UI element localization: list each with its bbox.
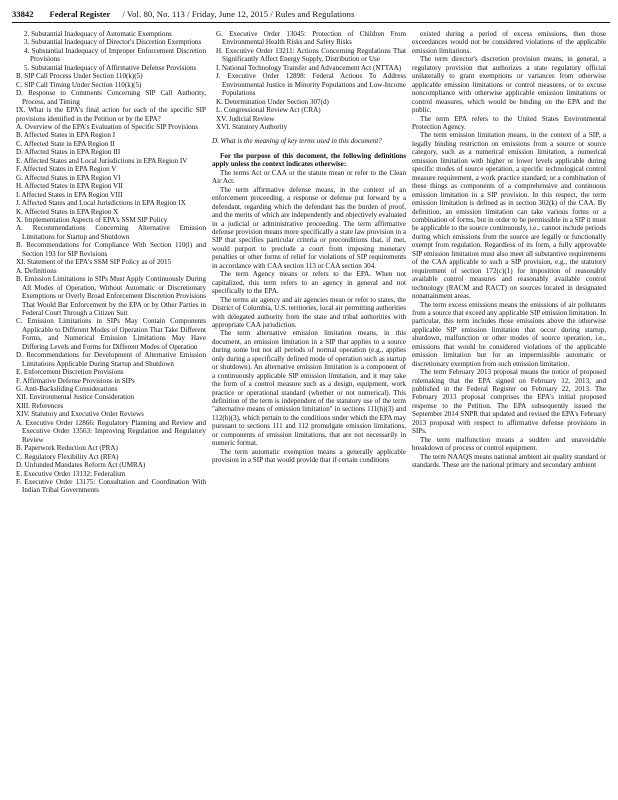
toc-entry: K. Determination Under Section 307(d) [216, 97, 329, 106]
definitions-lead: For the purpose of this document, the following definitions apply unless the context indicates otherwise: [212, 151, 406, 169]
column-3 [412, 30, 606, 796]
toc-entry: C. SIP Call Timing Under Section 110(k)(5) [16, 80, 142, 89]
toc-entry: 2. Substantial Inadequacy of Automatic Exemptions [24, 30, 172, 38]
page-header [12, 6, 610, 23]
toc-entry: E. Affected States and Local Jurisdictions in EPA Region IV [16, 156, 188, 165]
toc-entry: G. Anti-Backsliding Considerations [16, 385, 118, 394]
toc-entry: F. Affirmative Defense Provisions in SIPs [16, 376, 135, 385]
toc-entry: C. Regulatory Flexibility Act (RFA) [16, 452, 119, 461]
definitions-part-1 [212, 169, 406, 465]
definition-paragraph: The terms air agency and air agencies mean or refer to states, the District of Columbia, U.S. territories, local air permitting authorities with delegated authority from the state and tribal authorities with appropriate CAA jurisdiction. [212, 295, 406, 329]
toc-entry: XIV. Statutory and Executive Order Reviews [16, 410, 144, 419]
definition-paragraph: The term director's discretion provision means, in general, a regulatory provision that authorizes a state regulatory official unilaterally to grant exemptions or variances from otherwise applicable emission limitations or control measures, or to excuse noncompliance with otherwise applicable emission limitations or control measures, which would be binding on the EPA and the public. [412, 55, 606, 115]
issue-meta: / Vol. 80, No. 113 / Friday, June 12, 2015 / Rules and Regulations [122, 9, 355, 19]
toc-entry: E. Executive Order 13132: Federalism [16, 469, 126, 478]
toc-entry: B. SIP Call Process Under Section 110(k)(5) [16, 72, 143, 81]
page-body [12, 30, 610, 796]
toc-entry: B. Recommendations for Compliance With Section 110(l) and Section 193 for SIP Revisions [16, 241, 206, 258]
definition-paragraph: The term Agency means or refers to the EPA. When not capitalized, this term refers to an agency in general and not specifically to the EPA. [212, 270, 406, 296]
column-1-toc [12, 30, 206, 796]
toc-entry: F. Affected States in EPA Region V [16, 165, 117, 174]
toc-entry: J. Executive Order 12898: Federal Actions To Address Environmental Justice in Minority Populations and Low-Income Populations [216, 72, 406, 98]
toc-entry: J. Affected States and Local Jurisdictions in EPA Region IX [16, 199, 186, 208]
toc-entry: B. Emission Limitations in SIPs Must Apply Continuously During All Modes of Operation, Without Automatic or Discretionary Exemptions or Overly Broad Enforcement Discretion Provisions That Would Bar Enforcement by the EPA or by Other Parties in Federal Court Through a Citizen Suit [16, 275, 206, 317]
toc-entry: G. Executive Order 13045: Protection of Children From Environmental Health Risks and Safety Risks [216, 30, 406, 47]
toc-entry: XV. Judicial Review [216, 114, 275, 123]
toc-entry: H. Executive Order 13211: Actions Concerning Regulations That Significantly Affect Energy Supply, Distribution or Use [216, 46, 406, 64]
toc-entry: E. Enforcement Discretion Provisions [16, 368, 124, 377]
toc-entry: A. Definitions [16, 266, 57, 275]
toc-entry: XII. Environmental Justice Consideration [16, 393, 135, 402]
section-heading: D. What is the meaning of key terms used in this document? [212, 137, 382, 146]
publication-title: Federal Register [49, 9, 111, 19]
toc-entry: 4. Substantial Inadequacy of Improper Enforcement Discretion Provisions [24, 46, 206, 64]
toc-entry: I. Affected States in EPA Region VIII [16, 190, 123, 199]
page-number: 33842 [12, 9, 34, 19]
toc-entry: 5. Substantial Inadequacy of Affirmative Defense Provisions [24, 63, 197, 72]
toc-entry: C. Emission Limitations in SIPs May Contain Components Applicable to Different Modes of Operation That Take Different Forms, and Numerical Emission Limitations May Have Differing Levels and Forms for Different Modes of Operation [16, 317, 206, 351]
toc-entry: D. Recommendations for Development of Alternative Emission Limitations Applicable During Startup and Shutdown [16, 351, 206, 368]
toc-entry: B. Paperwork Reduction Act (PRA) [16, 444, 118, 453]
toc-entry: D. Unfunded Mandates Reform Act (UMRA) [16, 461, 146, 470]
toc-entry: D. Response to Comments Concerning SIP Call Authority, Process, and Timing [16, 89, 206, 106]
definition-paragraph: existed during a period of excess emissions, then those exceedances would not be considered violations of the applicable emission limitations. [412, 30, 606, 55]
column-2-toc [212, 30, 406, 131]
definition-paragraph: The term EPA refers to the United States Environmental Protection Agency. [412, 114, 606, 131]
definition-paragraph: The term malfunction means a sudden and unavoidable breakdown of process or control equipment. [412, 435, 606, 453]
toc-entry: D. Affected States in EPA Region III [16, 148, 121, 157]
column-2 [212, 30, 406, 796]
definition-paragraph: The term alternative emission limitation means, in this document, an emission limitation in a SIP that applies to a source during some but not all periods of normal operation (e.g., applies only during a specifically defined mode of operation such as startup or shutdown). An alternative emission limitation is a component of a continuously applicable SIP emission limitation, and it may take the form of a control measure such as a design, equipment, work practice or operational standard (whether or not numerical). This definition of the term is independent of the statutory use of the term "alternative means of emission limitation" in sections 111(h)(3) and 112(h)(3), which pertain to the conditions under which the EPA may pursuant to sections 111 and 112 promulgate emission limitations, or components of emission limitations, that are not necessarily in numeric format. [212, 329, 406, 448]
toc-entry: A. Overview of the EPA's Evaluation of Specific SIP Provisions [16, 122, 199, 131]
toc-entry: H. Affected States in EPA Region VII [16, 182, 123, 191]
definition-paragraph: The term excess emissions means the emissions of air pollutants from a source that exceed any applicable SIP emission limitation. In particular, this term includes those emissions above the otherwise applicable SIP emission limitation that occur during startup, shutdown, malfunction or other modes of source operation, i.e., emissions that would be considered violations of the applicable emission limitation but for an impermissible automatic or discretionary exemption from such emission limitation. [412, 300, 606, 368]
definition-paragraph: The term affirmative defense means, in the context of an enforcement proceeding, a response or defense put forward by a defendant, regarding which the defendant has the burden of proof, and the merits of which are independently and objectively evaluated in a judicial or administrative proceeding. The term affirmative defense provision means more specifically a state law provision in a SIP that specifies particular criteria or preconditions that, if met, would purport to preclude a court from imposing monetary penalties or other forms of relief for violations of SIP requirements in accordance with CAA section 113 or CAA section 304. [212, 185, 406, 270]
toc-entry: X. Implementation Aspects of EPA's SSM SIP Policy [16, 215, 168, 224]
toc-entry: XIII. References [16, 401, 64, 410]
toc-entry: A. Recommendations Concerning Alternative Emission Limitations for Startup and Shutdown [16, 224, 206, 241]
toc-entry: G. Affected States in EPA Region VI [16, 173, 121, 182]
definition-paragraph: The term automatic exemption means a generally applicable provision in a SIP that would provide that if certain conditions [212, 447, 406, 465]
toc-entry: 3. Substantial Inadequacy of Director's Discretion Exemptions [24, 38, 202, 47]
toc-entry: I. National Technology Transfer and Advancement Act (NTTAA) [216, 63, 402, 72]
toc-entry: A. Executive Order 12866: Regulatory Planning and Review and Executive Order 13563: Improving Regulation and Regulatory Review [16, 418, 206, 444]
toc-entry: K. Affected States in EPA Region X [16, 207, 119, 216]
toc-entry: C. Affected State in EPA Region II [16, 139, 115, 148]
definition-paragraph: The terms Act or CAA or the statute mean or refer to the Clean Air Act. [212, 168, 406, 186]
toc-entry: XVI. Statutory Authority [216, 122, 288, 131]
definition-paragraph: The term February 2013 proposal means the notice of proposed rulemaking that the EPA signed on February 12, 2013, and published in the Federal Register on February 22, 2013. The February 2013 proposal comprises the EPA's initial proposed response to the Petition. The EPA subsequently issued the September 2014 SNPR that updated and revised the EPA's February 2013 proposal with respect to affirmative defense provisions in SIPs. [412, 368, 606, 436]
definition-paragraph: The term NAAQS means national ambient air quality standard or standards. These are the national primary and secondary ambient [412, 452, 606, 470]
toc-entry: IX. What is the EPA's final action for each of the specific SIP provisions identified in the Petition or by the EPA? [16, 106, 206, 123]
definition-paragraph: The term emission limitation means, in the context of a SIP, a legally binding restriction on emissions from a source or source category, such as a numerical emission limitation, a numerical emission limitation with higher or lower levels applicable during specific modes of source operation, a specific technological control measure requirement, a work practice standard, or a combination of these things as components of a comprehensive and continuous emission limitation in a SIP provision. In this respect, the term emission limitation is defined as in section 302(k) of the CAA. By definition, an emission limitation can take various forms or a combination of forms, but in order to be permissible in a SIP it must be applicable to the source continuously, i.e., cannot include periods during which emissions from the source are legally or functionally exempt from regulation. Regardless of its form, a fully approvable SIP emission limitation must also meet all substantive requirements of the CAA applicable to such a SIP provision, e.g., the statutory requirement of section 172(c)(1) for imposition of reasonably available control measures and reasonably available control technology (RACM and RACT) on sources located in designated nonattainment areas. [412, 131, 606, 301]
toc-entry: B. Affected States in EPA Region I [16, 131, 116, 140]
toc-entry: F. Executive Order 13175: Consultation and Coordination With Indian Tribal Governments [16, 478, 206, 495]
toc-entry: XI. Statement of the EPA's SSM SIP Policy as of 2015 [16, 258, 172, 267]
toc-entry: L. Congressional Review Act (CRA) [216, 106, 321, 115]
